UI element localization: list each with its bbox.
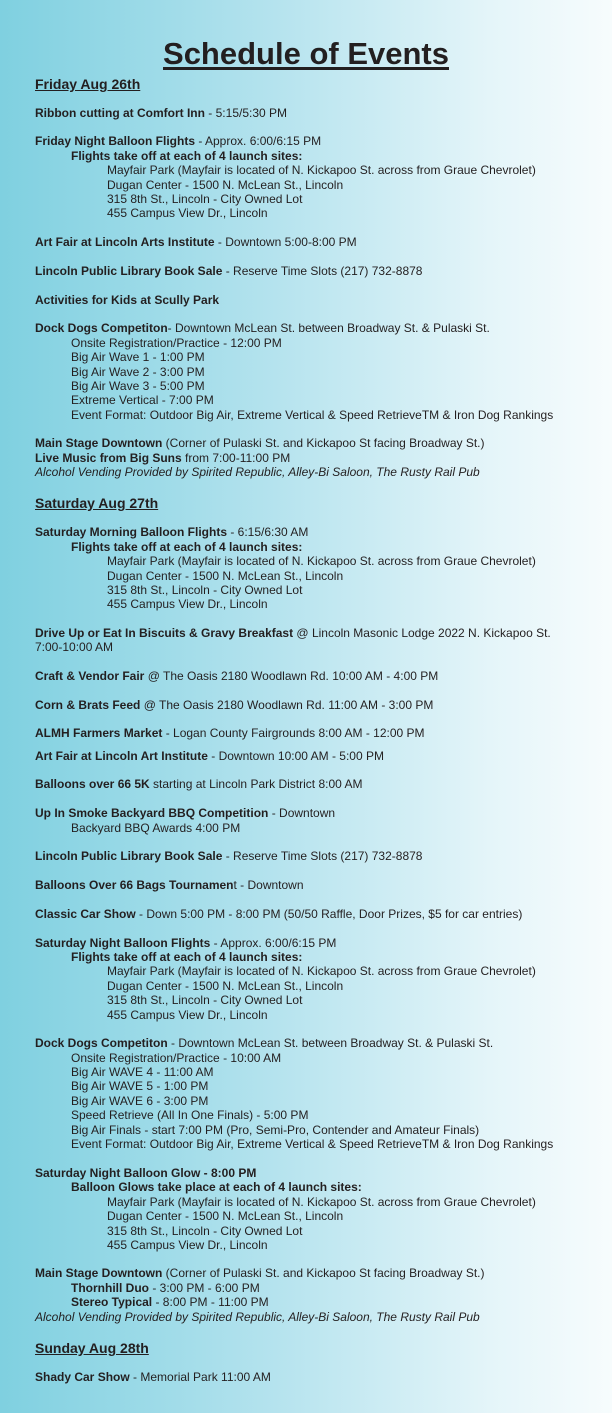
event-detail: - Approx. 6:00/6:15 PM bbox=[195, 134, 322, 148]
schedule-line bbox=[107, 597, 268, 612]
event-detail: @ The Oasis 2180 Woodlawn Rd. 11:00 AM - 3:00 PM bbox=[140, 698, 434, 712]
day-heading: Sunday Aug 28th bbox=[35, 1340, 149, 1356]
event-detail: Big Air Wave 3 - 5:00 PM bbox=[71, 379, 205, 393]
day-heading: Friday Aug 26th bbox=[35, 76, 141, 92]
schedule-line bbox=[35, 849, 422, 864]
event-name: Main Stage Downtown bbox=[35, 1266, 163, 1280]
schedule-line bbox=[35, 749, 384, 764]
event-detail: Speed Retrieve (All In One Finals) - 5:00 PM bbox=[71, 1108, 309, 1122]
schedule-line bbox=[35, 640, 113, 655]
event-name: Activities for Kids at Scully Park bbox=[35, 293, 220, 307]
event-name: Craft & Vendor Fair bbox=[35, 669, 145, 683]
event-detail: - Memorial Park 11:00 AM bbox=[129, 1370, 271, 1384]
event-detail: - 5:15/5:30 PM bbox=[204, 106, 288, 120]
schedule-line bbox=[71, 379, 205, 394]
schedule-line bbox=[71, 1051, 281, 1066]
event-detail: @ Lincoln Masonic Lodge 2022 N. Kickapoo St. bbox=[293, 626, 551, 640]
schedule-line bbox=[107, 1224, 302, 1239]
event-detail: - Approx. 6:00/6:15 PM bbox=[210, 936, 337, 950]
event-name: Lincoln Public Library Book Sale bbox=[35, 849, 223, 863]
event-detail: Big Air WAVE 6 - 3:00 PM bbox=[71, 1094, 209, 1108]
event-detail: (Corner of Pulaski St. and Kickapoo St facing Broadway St.) bbox=[162, 1266, 485, 1280]
event-detail: Big Air Wave 2 - 3:00 PM bbox=[71, 365, 205, 379]
event-detail: Backyard BBQ Awards 4:00 PM bbox=[71, 821, 241, 835]
schedule-line bbox=[107, 206, 268, 221]
schedule-line bbox=[71, 149, 302, 164]
schedule-line bbox=[71, 336, 282, 351]
schedule-line bbox=[35, 436, 485, 451]
schedule-line bbox=[35, 626, 551, 641]
schedule-line bbox=[71, 1065, 214, 1080]
event-detail: Dugan Center - 1500 N. McLean St., Lincoln bbox=[107, 1209, 344, 1223]
schedule-line bbox=[71, 950, 302, 965]
event-detail: t - Downtown bbox=[233, 878, 304, 892]
schedule-line bbox=[71, 1281, 260, 1296]
schedule-line bbox=[71, 1108, 308, 1123]
event-detail: Big Air Wave 1 - 1:00 PM bbox=[71, 350, 205, 364]
event-detail: Event Format: Outdoor Big Air, Extreme Vertical & Speed RetrieveTM & Iron Dog Rankings bbox=[71, 1137, 554, 1151]
schedule-line bbox=[35, 451, 290, 466]
schedule-line bbox=[71, 1094, 208, 1109]
event-name: Balloon Glows take place at each of 4 launch sites: bbox=[71, 1180, 362, 1194]
event-detail: Mayfair Park (Mayfair is located of N. Kickapoo St. across from Graue Chevrolet) bbox=[107, 1195, 536, 1209]
event-detail: Alcohol Vending Provided by Spirited Republic, Alley-Bi Saloon, The Rusty Rail Pub bbox=[35, 1310, 480, 1324]
schedule-line bbox=[35, 907, 522, 922]
event-name: Art Fair at Lincoln Arts Institute bbox=[35, 235, 215, 249]
schedule-line bbox=[107, 1209, 343, 1224]
schedule-line bbox=[107, 569, 343, 584]
event-detail: @ The Oasis 2180 Woodlawn Rd. 10:00 AM - 4:00 PM bbox=[144, 669, 439, 683]
event-name: Dock Dogs Competiton bbox=[35, 1036, 168, 1050]
schedule-line bbox=[71, 1137, 553, 1152]
event-detail: Alcohol Vending Provided by Spirited Republic, Alley-Bi Saloon, The Rusty Rail Pub bbox=[35, 465, 480, 479]
event-detail: Mayfair Park (Mayfair is located of N. Kickapoo St. across from Graue Chevrolet) bbox=[107, 554, 536, 568]
event-detail: Dugan Center - 1500 N. McLean St., Lincoln bbox=[107, 178, 344, 192]
event-detail: Big Air Finals - start 7:00 PM (Pro, Semi-Pro, Contender and Amateur Finals) bbox=[71, 1123, 480, 1137]
schedule-line bbox=[35, 936, 336, 951]
schedule-line bbox=[71, 1123, 479, 1138]
schedule-line bbox=[107, 178, 343, 193]
event-detail: Big Air WAVE 4 - 11:00 AM bbox=[71, 1065, 214, 1079]
schedule-line bbox=[107, 1238, 268, 1253]
event-detail: Extreme Vertical - 7:00 PM bbox=[71, 393, 214, 407]
event-detail: from 7:00-11:00 PM bbox=[181, 451, 291, 465]
schedule-line bbox=[107, 583, 302, 598]
event-detail: - Reserve Time Slots (217) 732-8878 bbox=[222, 264, 423, 278]
event-detail: 7:00-10:00 AM bbox=[35, 640, 114, 654]
schedule-line bbox=[35, 1310, 480, 1325]
event-detail: - Logan County Fairgrounds 8:00 AM - 12:00 PM bbox=[162, 726, 425, 740]
schedule-line bbox=[35, 1370, 271, 1385]
event-name: Classic Car Show bbox=[35, 907, 136, 921]
schedule-line bbox=[71, 365, 205, 380]
event-detail: - Downtown bbox=[268, 806, 336, 820]
schedule-line bbox=[35, 698, 433, 713]
schedule-line bbox=[35, 293, 219, 308]
event-name: Up In Smoke Backyard BBQ Competition bbox=[35, 806, 269, 820]
event-detail: - 3:00 PM - 6:00 PM bbox=[148, 1281, 260, 1295]
schedule-line bbox=[35, 525, 308, 540]
schedule-line bbox=[71, 1079, 208, 1094]
event-name: Dock Dogs Competiton bbox=[35, 321, 168, 335]
schedule-line bbox=[107, 993, 302, 1008]
event-name: Drive Up or Eat In Biscuits & Gravy Breakfast bbox=[35, 626, 294, 640]
event-name: Ribbon cutting at Comfort Inn bbox=[35, 106, 205, 120]
schedule-line bbox=[71, 1295, 269, 1310]
event-name: Balloons Over 66 Bags Tournamen bbox=[35, 878, 234, 892]
event-name: Corn & Brats Feed bbox=[35, 698, 141, 712]
event-name: Saturday Night Balloon Flights bbox=[35, 936, 211, 950]
schedule-line bbox=[35, 134, 321, 149]
page-title: Schedule of Events bbox=[163, 36, 449, 71]
schedule-line bbox=[35, 1266, 485, 1281]
schedule-line bbox=[107, 192, 302, 207]
schedule-line bbox=[107, 1195, 536, 1210]
event-detail: Onsite Registration/Practice - 12:00 PM bbox=[71, 336, 282, 350]
event-name: Main Stage Downtown bbox=[35, 436, 163, 450]
event-detail: - 8:00 PM - 11:00 PM bbox=[152, 1295, 269, 1309]
event-detail: 315 8th St., Lincoln - City Owned Lot bbox=[107, 192, 303, 206]
event-name: Stereo Typical bbox=[71, 1295, 153, 1309]
event-detail: Big Air WAVE 5 - 1:00 PM bbox=[71, 1079, 209, 1093]
event-name: Flights take off at each of 4 launch sites: bbox=[71, 149, 303, 163]
schedule-line bbox=[71, 540, 302, 555]
schedule-line bbox=[71, 408, 553, 423]
event-name: Saturday Morning Balloon Flights bbox=[35, 525, 227, 539]
schedule-line bbox=[71, 1180, 362, 1195]
schedule-line bbox=[35, 321, 490, 336]
event-detail: - Down 5:00 PM - 8:00 PM (50/50 Raffle, Door Prizes, $5 for car entries) bbox=[135, 907, 523, 921]
event-detail: 315 8th St., Lincoln - City Owned Lot bbox=[107, 583, 303, 597]
event-detail: Dugan Center - 1500 N. McLean St., Lincoln bbox=[107, 569, 344, 583]
day-heading: Saturday Aug 27th bbox=[35, 495, 159, 511]
schedule-line bbox=[35, 1036, 493, 1051]
event-name: Flights take off at each of 4 launch sites: bbox=[71, 540, 303, 554]
event-name: Friday Night Balloon Flights bbox=[35, 134, 195, 148]
event-detail: 315 8th St., Lincoln - City Owned Lot bbox=[107, 1224, 303, 1238]
schedule-line bbox=[35, 1166, 256, 1181]
schedule-line bbox=[71, 350, 205, 365]
event-detail: Mayfair Park (Mayfair is located of N. Kickapoo St. across from Graue Chevrolet) bbox=[107, 964, 536, 978]
event-detail: - Reserve Time Slots (217) 732-8878 bbox=[222, 849, 423, 863]
schedule-line bbox=[35, 106, 287, 121]
schedule-line bbox=[35, 669, 438, 684]
event-detail: - Downtown 10:00 AM - 5:00 PM bbox=[207, 749, 384, 763]
event-detail: - 6:15/6:30 AM bbox=[227, 525, 309, 539]
event-name: ALMH Farmers Market bbox=[35, 726, 163, 740]
event-detail: 455 Campus View Dr., Lincoln bbox=[107, 1238, 268, 1252]
event-detail: 455 Campus View Dr., Lincoln bbox=[107, 206, 268, 220]
schedule-line bbox=[107, 964, 536, 979]
schedule-line bbox=[35, 235, 357, 250]
event-name: Flights take off at each of 4 launch sites: bbox=[71, 950, 303, 964]
event-detail: - Downtown 5:00-8:00 PM bbox=[214, 235, 357, 249]
schedule-line bbox=[35, 465, 480, 480]
schedule-line bbox=[35, 878, 304, 893]
schedule-line bbox=[35, 777, 362, 792]
event-detail: starting at Lincoln Park District 8:00 AM bbox=[149, 777, 363, 791]
event-name: Thornhill Duo bbox=[71, 1281, 149, 1295]
event-name: Art Fair at Lincoln Art Institute bbox=[35, 749, 208, 763]
schedule-line bbox=[71, 821, 240, 836]
schedule-line bbox=[35, 264, 422, 279]
schedule-line bbox=[107, 163, 536, 178]
event-detail: (Corner of Pulaski St. and Kickapoo St facing Broadway St.) bbox=[162, 436, 485, 450]
event-name: Live Music from Big Suns bbox=[35, 451, 182, 465]
event-detail: 455 Campus View Dr., Lincoln bbox=[107, 1008, 268, 1022]
event-name: Lincoln Public Library Book Sale bbox=[35, 264, 223, 278]
schedule-line bbox=[107, 1008, 268, 1023]
event-detail: Onsite Registration/Practice - 10:00 AM bbox=[71, 1051, 282, 1065]
event-name: Shady Car Show bbox=[35, 1370, 130, 1384]
event-detail: Mayfair Park (Mayfair is located of N. Kickapoo St. across from Graue Chevrolet) bbox=[107, 163, 536, 177]
schedule-line bbox=[107, 979, 343, 994]
event-detail: 455 Campus View Dr., Lincoln bbox=[107, 597, 268, 611]
schedule-line bbox=[71, 393, 214, 408]
schedule-line bbox=[35, 806, 335, 821]
event-detail: Dugan Center - 1500 N. McLean St., Lincoln bbox=[107, 979, 344, 993]
event-name: Balloons over 66 5K bbox=[35, 777, 150, 791]
event-detail: 315 8th St., Lincoln - City Owned Lot bbox=[107, 993, 303, 1007]
schedule-line bbox=[107, 554, 536, 569]
event-detail: - Downtown McLean St. between Broadway St. & Pulaski St. bbox=[167, 321, 490, 335]
schedule-line bbox=[35, 726, 425, 741]
event-detail: Event Format: Outdoor Big Air, Extreme Vertical & Speed RetrieveTM & Iron Dog Rankings bbox=[71, 408, 554, 422]
event-name: Saturday Night Balloon Glow - 8:00 PM bbox=[35, 1166, 257, 1180]
event-detail: - Downtown McLean St. between Broadway St. & Pulaski St. bbox=[167, 1036, 494, 1050]
